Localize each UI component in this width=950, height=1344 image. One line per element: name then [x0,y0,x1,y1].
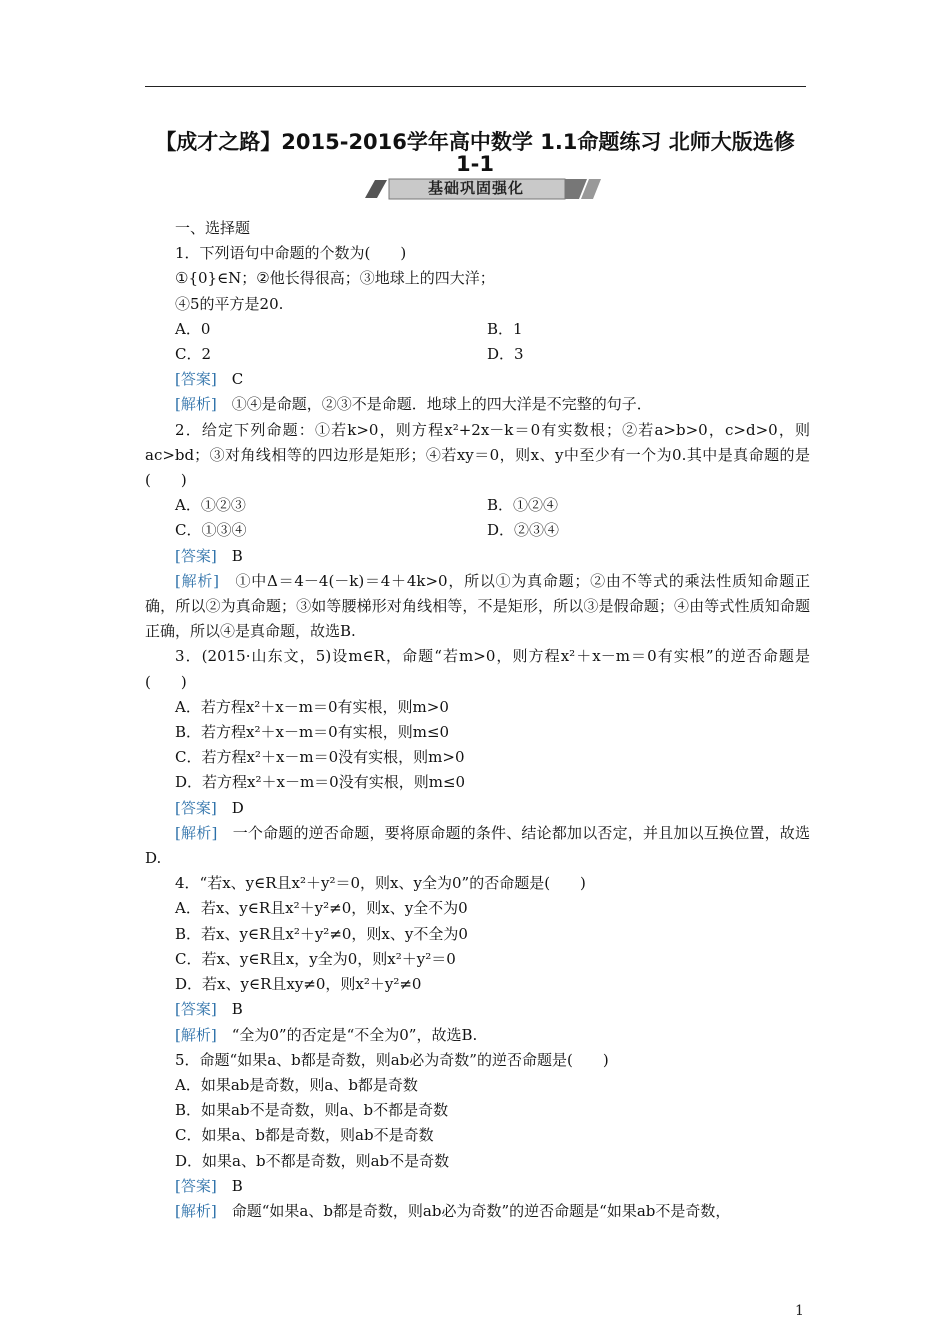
q2-option-c: C．①③④ [175,521,247,540]
q2-option-b: B．①②④ [487,496,559,515]
explanation-tag: [解析] [175,1201,217,1220]
q5-option-b: B．如果ab不是奇数，则a、b不都是奇数 [175,1101,449,1120]
q1-option-c: C．2 [175,345,212,364]
q3-option-b: B．若方程x²＋x－m＝0有实根，则m≤0 [175,723,450,742]
q4-option-d: D．若x、y∈R且xy≠0，则x²＋y²≠0 [175,975,422,994]
explanation-tag: [解析] [175,823,218,842]
q5-explanation [145,1199,810,1224]
q2-answer [145,544,810,569]
section-banner-label: 基础巩固强化 [427,179,524,197]
q1-items-line2: ④5的平方是20. [175,294,284,313]
q4-answer [145,997,810,1022]
q4-option-a: A．若x、y∈R且x²＋y²≠0，则x、y全不为0 [175,899,468,918]
q4-explanation [145,1023,810,1048]
explanation-tag: [解析] [175,1025,217,1044]
answer-value: B [216,1176,243,1195]
q1-explanation [145,392,810,417]
explanation-text: 命题“如果a、b都是奇数，则ab必为奇数”的逆否命题是“如果ab不是奇数， [216,1201,731,1220]
q5-option-d: D．如果a、b不都是奇数，则ab不是奇数 [175,1151,450,1170]
q1-stem: 1．下列语句中命题的个数为( ) [175,244,407,263]
doc-title-line2: 1-1 [456,152,494,176]
q1-options-row2 [145,342,810,367]
answer-tag: [答案] [175,798,217,817]
answer-value: C [216,370,244,389]
header-rule [145,86,806,87]
explanation-text: ①④是命题，②③不是命题．地球上的四大洋是不完整的句子． [216,395,652,414]
answer-tag: [答案] [175,370,217,389]
q4-option-c: C．若x、y∈R且x，y全为0，则x²＋y²＝0 [175,949,456,968]
q5-stem: 5．命题“如果a、b都是奇数，则ab必为奇数”的逆否命题是( ) [175,1050,609,1069]
section-heading: 一、选择题 [175,219,251,237]
q2-option-a: A．①②③ [175,496,246,515]
q3-option-a: A．若方程x²＋x－m＝0有实根，则m>0 [175,697,449,716]
q3-option-c: C．若方程x²＋x－m＝0没有实根，则m>0 [175,748,465,767]
q2-options-row2 [145,518,810,543]
q3-answer [145,796,810,821]
q5-answer [145,1174,810,1199]
q3-option-d: D．若方程x²＋x－m＝0没有实根，则m≤0 [175,773,466,792]
q1-option-b: B．1 [487,319,523,338]
page-number: 1 [795,1303,804,1319]
explanation-tag: [解析] [175,395,217,414]
q3-explanation [145,821,810,871]
q3-stem: 3．(2015·山东文，5)设m∈R，命题“若m>0，则方程x²＋x－m＝0有实根”的逆否命题是( ) [145,647,810,691]
answer-tag: [答案] [175,1176,217,1195]
doc-title-line1: 【成才之路】2015-2016学年高中数学 1.1命题练习 北师大版选修 [155,130,795,154]
answer-value: B [216,1000,243,1019]
explanation-text: ①中Δ＝4－4(－k)＝4＋4k>0，所以①为真命题；②由不等式的乘法性质知命题正确，所以②为真命题；③如等腰梯形对角线相等，不是矩形，所以③是假命题；④由等式性质知命题正确，所以④是真命题，故选B. [145,571,810,641]
answer-tag: [答案] [175,546,217,565]
q1-options-row1 [145,317,810,342]
explanation-text: 一个命题的逆否命题，要将原命题的条件、结论都加以否定，并且加以互换位置，故选D. [145,823,810,868]
q1-items-line1: ①{0}∈N；②他长得很高；③地球上的四大洋； [175,269,495,288]
q1-option-d: D．3 [487,345,524,364]
q5-option-c: C．如果a、b都是奇数，则ab不是奇数 [175,1126,434,1145]
q4-stem: 4．“若x、y∈R且x²＋y²＝0，则x、y全为0”的否命题是( ) [175,874,586,893]
q1-answer [145,367,810,392]
document-body [145,216,810,1224]
explanation-text: “全为0”的否定是“不全为0”，故选B. [216,1025,478,1044]
answer-value: B [216,546,243,565]
answer-tag: [答案] [175,1000,217,1019]
answer-value: D [216,798,244,817]
q2-explanation [145,569,810,645]
q4-option-b: B．若x、y∈R且x²＋y²≠0，则x、y不全为0 [175,924,468,943]
q2-options-row1 [145,493,810,518]
q1-option-a: A．0 [175,319,211,338]
q2-option-d: D．②③④ [487,521,560,540]
explanation-tag: [解析] [175,571,219,590]
q2-stem: 2．给定下列命题：①若k>0，则方程x²+2x－k＝0有实数根；②若a>b>0，c>d>0，则ac>bd；③对角线相等的四边形是矩形；④若xy＝0，则x、y中至少有一个为0.其中是真命题的是( ) [145,420,810,490]
q5-option-a: A．如果ab是奇数，则a、b都是奇数 [175,1075,418,1094]
